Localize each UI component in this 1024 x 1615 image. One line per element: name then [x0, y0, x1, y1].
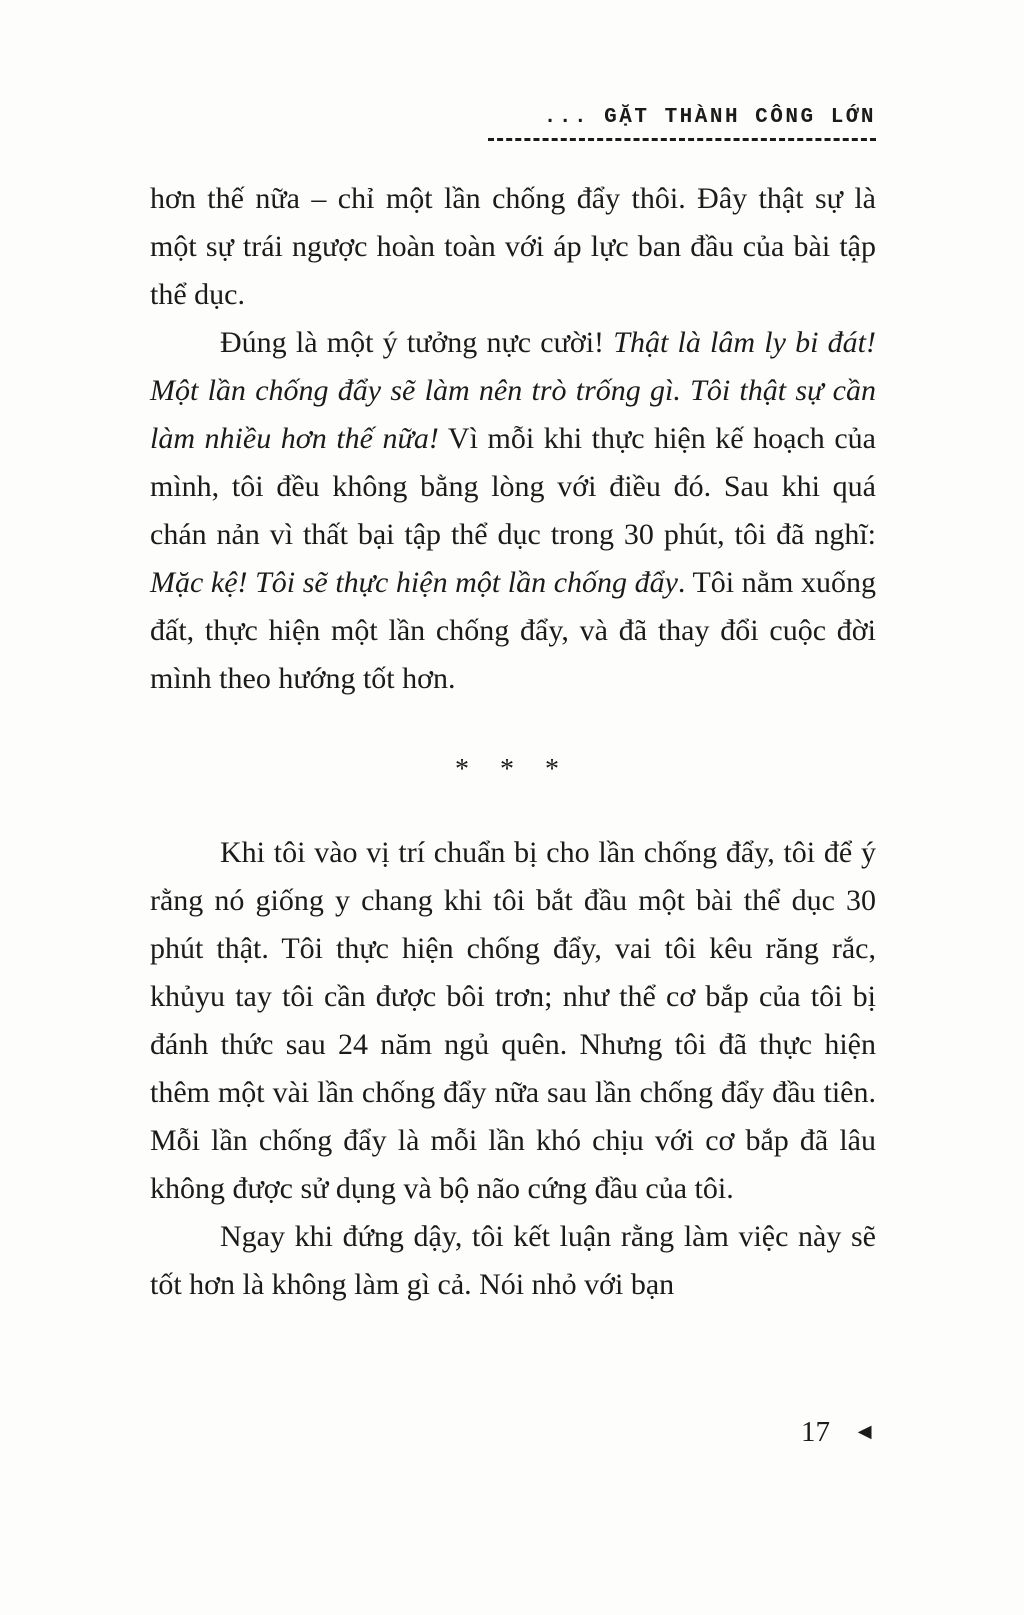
paragraph-continuation	[150, 175, 876, 319]
paragraph	[150, 1213, 876, 1309]
paragraph-text-italic: Mặc kệ! Tôi sẽ thực hiện một lần chống đẩy	[150, 566, 678, 599]
left-triangle-icon: ◄	[853, 1419, 876, 1444]
page-number: 17	[800, 1416, 830, 1448]
page-body	[150, 175, 876, 1309]
dashed-rule	[488, 138, 876, 141]
paragraph-text: hơn thế nữa – chỉ một lần chống đẩy thôi. Đây thật sự là một sự trái ngược hoàn toàn với áp lực ban đầu của bài tập thể dục.	[150, 182, 876, 311]
paragraph-mixed	[150, 319, 876, 703]
paragraph-text: Vì mỗi khi thực hiện kế hoạch của mình, tôi đều không bằng lòng với điều đó. Sau khi quá chán nản vì thất bại tập thể dục trong 30 phút, tôi đã nghĩ:	[150, 422, 876, 551]
page-footer	[801, 1416, 876, 1449]
paragraph-text-italic: Thật là lâm ly bi đát! Một lần chống đẩy sẽ làm nên trò trống gì. Tôi thật sự cần làm nhiều hơn thế nữa!	[150, 326, 876, 455]
paragraph-text: Đúng là một ý tưởng nực cười!	[220, 326, 614, 359]
asterisk-divider: * * *	[455, 754, 571, 785]
paragraph-text: Ngay khi đứng dậy, tôi kết luận rằng làm việc này sẽ tốt hơn là không làm gì cả. Nói nhỏ với bạn	[150, 1220, 876, 1301]
paragraph-text: . Tôi nằm xuống đất, thực hiện một lần chống đẩy, và đã thay đổi cuộc đời mình theo hướng tốt hơn.	[150, 566, 876, 695]
page-header	[150, 106, 876, 141]
paragraph	[150, 829, 876, 1213]
paragraph-text: Khi tôi vào vị trí chuẩn bị cho lần chống đẩy, tôi để ý rằng nó giống y chang khi tôi bắt đầu một bài thể dục 30 phút thật. Tôi thực hiện chống đẩy, vai tôi kêu răng rắc, khủyu tay tôi cần được bôi trơn; như thể cơ bắp của tôi bị đánh thức sau 24 năm ngủ quên. Nhưng tôi đã thực hiện thêm một vài lần chống đẩy nữa sau lần chống đẩy đầu tiên. Mỗi lần chống đẩy là mỗi lần khó chịu với cơ bắp đã lâu không được sử dụng và bộ não cứng đầu của tôi.	[150, 836, 876, 1205]
running-head-title: ... GẶT THÀNH CÔNG LỚN	[543, 106, 876, 129]
section-separator	[150, 755, 876, 785]
